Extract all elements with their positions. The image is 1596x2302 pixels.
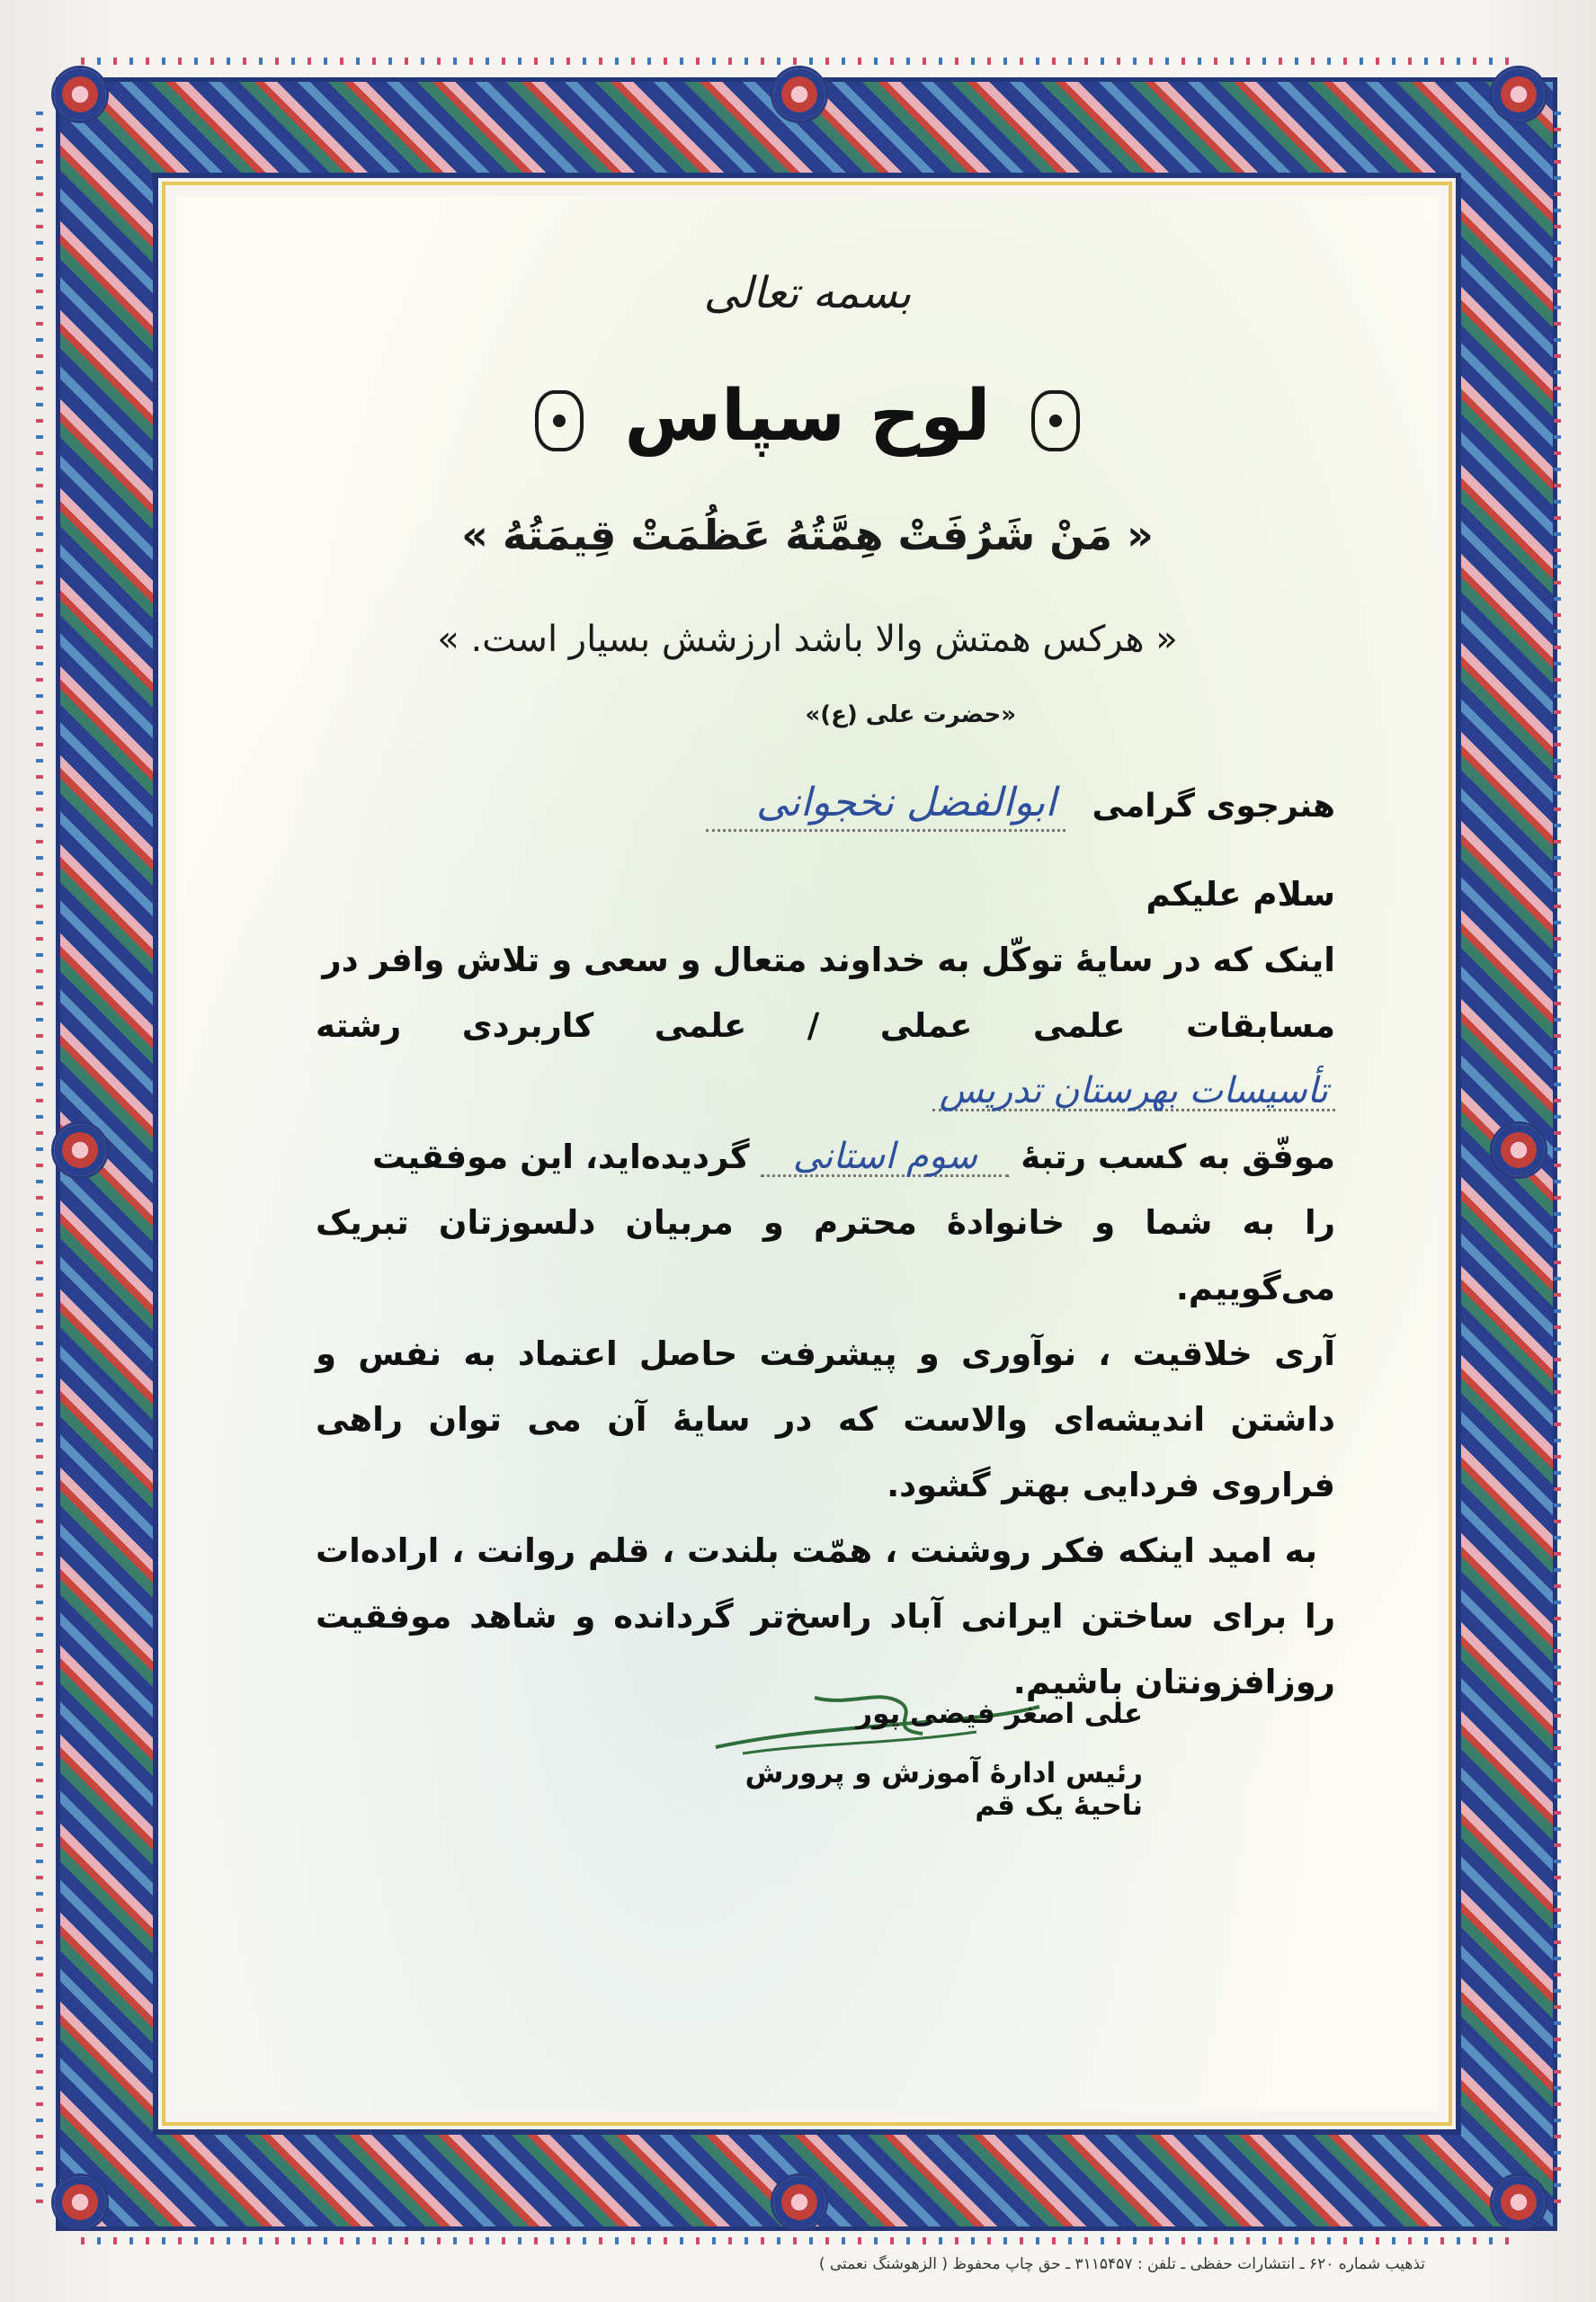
certificate-content	[176, 196, 1439, 2111]
field-line	[316, 993, 1335, 1124]
rosette-ornament-icon	[54, 68, 106, 120]
body-intro: اینک که در سایۀ توکّل به خداوند متعال و سعی و تلاش وافر در	[322, 941, 1335, 979]
signer-title: رئیس ادارۀ آموزش و پرورش ناحیۀ یک قم	[745, 1757, 1143, 1822]
quote-attribution: «حضرت علی (ع)»	[805, 701, 1016, 728]
top-dot-edge	[81, 58, 1520, 65]
invocation-heading: بسمه تعالی	[703, 268, 912, 318]
certificate-title-row	[176, 376, 1439, 457]
body-line-4: را به شما و خانوادۀ محترم و مربیان دلسوزتان تبریک می‌گوییم.	[316, 1203, 1335, 1307]
title-ornament-icon	[535, 390, 584, 451]
rosette-ornament-icon	[54, 2176, 106, 2228]
signature-block	[675, 1698, 1143, 1822]
certificate-body	[316, 861, 1335, 1715]
title-ornament-icon	[1031, 390, 1080, 451]
persian-quote: « هرکس همتش والا باشد ارزشش بسیار است. »	[437, 619, 1178, 660]
rosette-ornament-icon	[54, 1124, 106, 1176]
rosette-ornament-icon	[1493, 68, 1545, 120]
body-paragraph-2: آری خلاقیت ، نوآوری و پیشرفت حاصل اعتماد به نفس و داشتن اندیشه‌ای والاست که در سایۀ آن می توان راهی فراروی فردایی بهتر گشود.	[316, 1334, 1335, 1504]
bottom-dot-edge	[81, 2237, 1520, 2244]
recipient-row	[706, 779, 1335, 833]
rank-prefix: موفّق به کسب رتبۀ	[1021, 1138, 1335, 1176]
rosette-ornament-icon	[773, 68, 825, 120]
certificate-title: لوح سپاس	[624, 376, 991, 457]
field-prefix: مسابقات علمی عملی / علمی کاربردی رشته	[316, 1006, 1335, 1045]
rosette-ornament-icon	[773, 2176, 825, 2228]
rosette-ornament-icon	[1493, 1124, 1545, 1176]
left-dot-edge	[36, 99, 43, 2203]
arabic-quote: « مَنْ شَرُفَتْ هِمَّتُهُ عَظُمَتْ قِيمَتُهُ »	[461, 511, 1154, 559]
rank-line	[316, 1124, 1335, 1190]
field-value: تأسیسات بهرستان تدریس	[932, 1073, 1335, 1111]
recipient-name: ابوالفضل نخجوانی	[706, 780, 1065, 832]
publisher-imprint: تذهیب شماره ۶۲۰ ـ انتشارات حفظی ـ تلفن : ۳۱۱۵۴۵۷ ـ حق چاپ محفوظ ( الزهوشنگ نعمتی )	[818, 2255, 1425, 2273]
right-dot-edge	[1554, 99, 1561, 2203]
rank-value: سوم استانی	[761, 1138, 1009, 1177]
body-paragraph-3: به امید اینکه فکر روشنت ، همّت بلندت ، قلم روانت ، اراده‌ات را برای ساختن ایرانی آباد راسخ‌تر گردانده و شاهد موفقیت روزافزونتان باشیم.	[316, 1531, 1335, 1701]
signer-name: علی اصغر فیضی پور	[856, 1698, 1143, 1730]
rosette-ornament-icon	[1493, 2176, 1545, 2228]
greeting: سلام علیکم	[1146, 875, 1335, 914]
recipient-label: هنرجوی گرامی	[1092, 787, 1335, 825]
rank-suffix: گردیده‌اید، این موفقیت	[371, 1138, 750, 1176]
